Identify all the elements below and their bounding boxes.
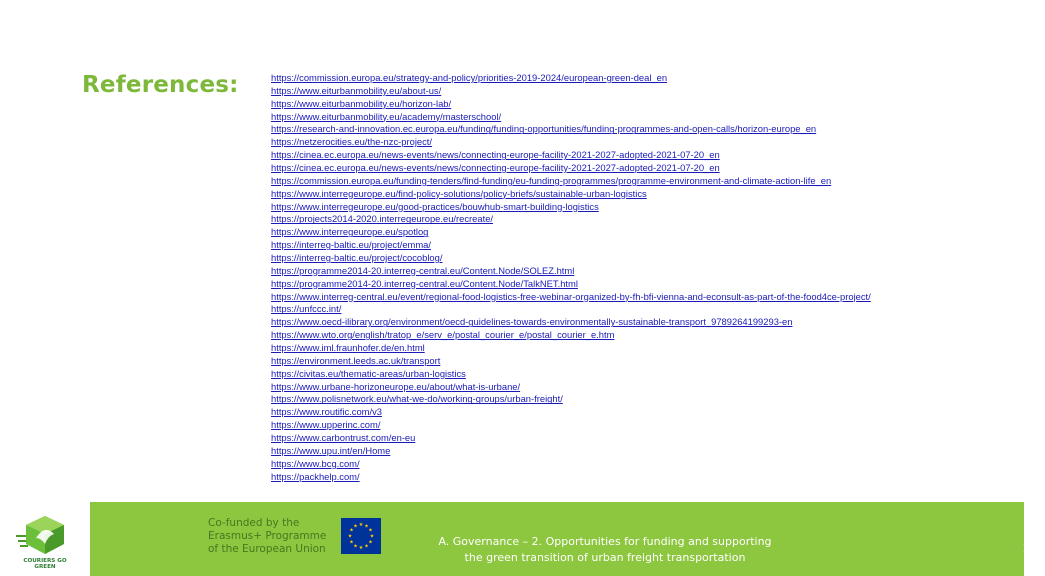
svg-text:★: ★	[347, 533, 353, 540]
reference-link[interactable]: https://www.eiturbanmobility.eu/about-us/	[271, 84, 442, 96]
reference-link[interactable]: https://netzerocities.eu/the-nzc-project/	[271, 136, 433, 148]
cofunded-text	[208, 517, 328, 556]
reference-item	[271, 405, 1011, 418]
reference-item	[271, 367, 1011, 380]
reference-item	[271, 148, 1011, 161]
reference-link[interactable]: https://interreg-baltic.eu/project/emma/	[271, 239, 431, 251]
reference-link[interactable]: https://commission.europa.eu/funding-tenders/find-funding/eu-funding-programmes/programme-environment-and-climate-action-life_en	[271, 174, 832, 186]
svg-text:★: ★	[364, 543, 369, 550]
reference-item	[271, 264, 1011, 277]
logo-caption: COURIERS GO GREEN	[23, 558, 67, 570]
references-list	[271, 71, 1011, 483]
reference-link[interactable]: https://www.bcg.com/	[271, 457, 360, 469]
reference-link[interactable]: https://cinea.ec.europa.eu/news-events/news/connecting-europe-facility-2021-2027-adopted-2021-07-20_en	[271, 162, 720, 174]
reference-link[interactable]: https://www.eiturbanmobility.eu/academy/masterschool/	[271, 110, 502, 122]
reference-item	[271, 212, 1011, 225]
reference-item	[271, 418, 1011, 431]
cofunded-line-1: Co-funded by the	[208, 517, 300, 529]
reference-item	[271, 444, 1011, 457]
reference-item	[271, 302, 1011, 315]
reference-item	[271, 341, 1011, 354]
reference-item	[271, 161, 1011, 174]
reference-item	[271, 97, 1011, 110]
cofunded-line-3: of the European Union	[208, 543, 326, 555]
reference-item	[271, 315, 1011, 328]
footer	[0, 502, 1037, 576]
reference-item	[271, 174, 1011, 187]
reference-link[interactable]: https://www.upu.int/en/Home	[271, 444, 391, 456]
reference-item	[271, 354, 1011, 367]
reference-item	[271, 200, 1011, 213]
reference-link[interactable]: https://interreg-baltic.eu/project/cocoblog/	[271, 252, 443, 264]
reference-item	[271, 457, 1011, 470]
reference-link[interactable]: https://www.polisnetwork.eu/what-we-do/working-groups/urban-freight/	[271, 393, 563, 405]
reference-link[interactable]: https://www.carbontrust.com/en-eu	[271, 432, 416, 444]
svg-text:★: ★	[349, 527, 354, 534]
delivery-box-icon	[14, 514, 76, 558]
reference-item	[271, 238, 1011, 251]
reference-link[interactable]: https://programme2014-20.interreg-central.eu/Content.Node/TalkNET.html	[271, 277, 578, 289]
reference-link[interactable]: https://www.interregeurope.eu/spotlog	[271, 226, 429, 238]
reference-link[interactable]: https://www.oecd-ilibrary.org/environment/oecd-guidelines-towards-environmentally-sustainable-transport_9789264199293-en	[271, 316, 793, 328]
reference-item	[271, 392, 1011, 405]
reference-link[interactable]: https://packhelp.com/	[271, 470, 360, 482]
reference-link[interactable]: https://research-and-innovation.ec.europa.eu/funding/funding-opportunities/funding-programmes-and-open-calls/horizon-europe_en	[271, 123, 817, 135]
reference-item	[271, 470, 1011, 483]
footer-chapter-text	[420, 534, 790, 566]
svg-text:★: ★	[349, 539, 354, 546]
footer-text-line-1: A. Governance – 2. Opportunities for funding and supporting	[438, 535, 772, 548]
reference-link[interactable]: https://www.interregeurope.eu/find-policy-solutions/policy-briefs/sustainable-urban-logistics	[271, 187, 647, 199]
svg-text:★: ★	[358, 545, 364, 551]
svg-text:★: ★	[364, 523, 369, 530]
reference-link[interactable]: https://www.eiturbanmobility.eu/horizon-lab/	[271, 97, 452, 109]
reference-item	[271, 135, 1011, 148]
reference-link[interactable]: https://www.urbane-horizoneurope.eu/about/what-is-urbane/	[271, 380, 521, 392]
svg-text:★: ★	[358, 522, 364, 528]
reference-link[interactable]: https://www.wto.org/english/tratop_e/serv_e/postal_courier_e/postal_courier_e.htm	[271, 329, 615, 341]
reference-item	[271, 84, 1011, 97]
reference-link[interactable]: https://www.interregeurope.eu/good-practices/bouwhub-smart-building-logistics	[271, 200, 599, 212]
reference-item	[271, 328, 1011, 341]
reference-link[interactable]: https://www.interreg-central.eu/event/regional-food-logistics-free-webinar-organized-by-fh-bfi-vienna-and-econsult-as-part-of-the-food4ce-project/	[271, 290, 871, 302]
reference-link[interactable]: https://commission.europa.eu/strategy-and-policy/priorities-2019-2024/european-green-deal_en	[271, 72, 668, 83]
reference-item	[271, 380, 1011, 393]
page-title: References:	[82, 72, 239, 98]
eu-flag-icon	[341, 518, 381, 554]
reference-item	[271, 110, 1011, 123]
reference-item	[271, 431, 1011, 444]
reference-item	[271, 71, 1011, 84]
svg-text:★: ★	[368, 527, 373, 534]
reference-link[interactable]: https://projects2014-2020.interregeurope.eu/recreate/	[271, 213, 494, 225]
svg-text:★: ★	[368, 539, 373, 546]
reference-item	[271, 187, 1011, 200]
reference-link[interactable]: https://www.routific.com/v3	[271, 406, 382, 418]
reference-link[interactable]: https://unfccc.int/	[271, 303, 342, 315]
reference-link[interactable]: https://environment.leeds.ac.uk/transport	[271, 354, 441, 366]
reference-link[interactable]: https://www.upperinc.com/	[271, 419, 381, 431]
svg-text:★: ★	[353, 543, 358, 550]
reference-link[interactable]: https://cinea.ec.europa.eu/news-events/news/connecting-europe-facility-2021-2027-adopted-2021-07-20_en	[271, 149, 720, 161]
reference-item	[271, 277, 1011, 290]
footer-text-line-2: the green transition of urban freight transportation	[464, 551, 746, 564]
reference-item	[271, 122, 1011, 135]
footer-band	[90, 502, 1037, 576]
reference-link[interactable]: https://programme2014-20.interreg-central.eu/Content.Node/SOLEZ.html	[271, 264, 575, 276]
reference-item	[271, 251, 1011, 264]
svg-text:★: ★	[369, 533, 375, 540]
reference-link[interactable]: https://www.iml.fraunhofer.de/en.html	[271, 342, 425, 354]
couriers-go-green-logo	[14, 514, 76, 570]
reference-item	[271, 290, 1011, 303]
reference-link[interactable]: https://civitas.eu/thematic-areas/urban-logistics	[271, 367, 466, 379]
cofunded-line-2: Erasmus+ Programme	[208, 530, 327, 542]
page-number: 24	[1023, 542, 1037, 555]
reference-item	[271, 225, 1011, 238]
svg-text:★: ★	[353, 523, 358, 530]
